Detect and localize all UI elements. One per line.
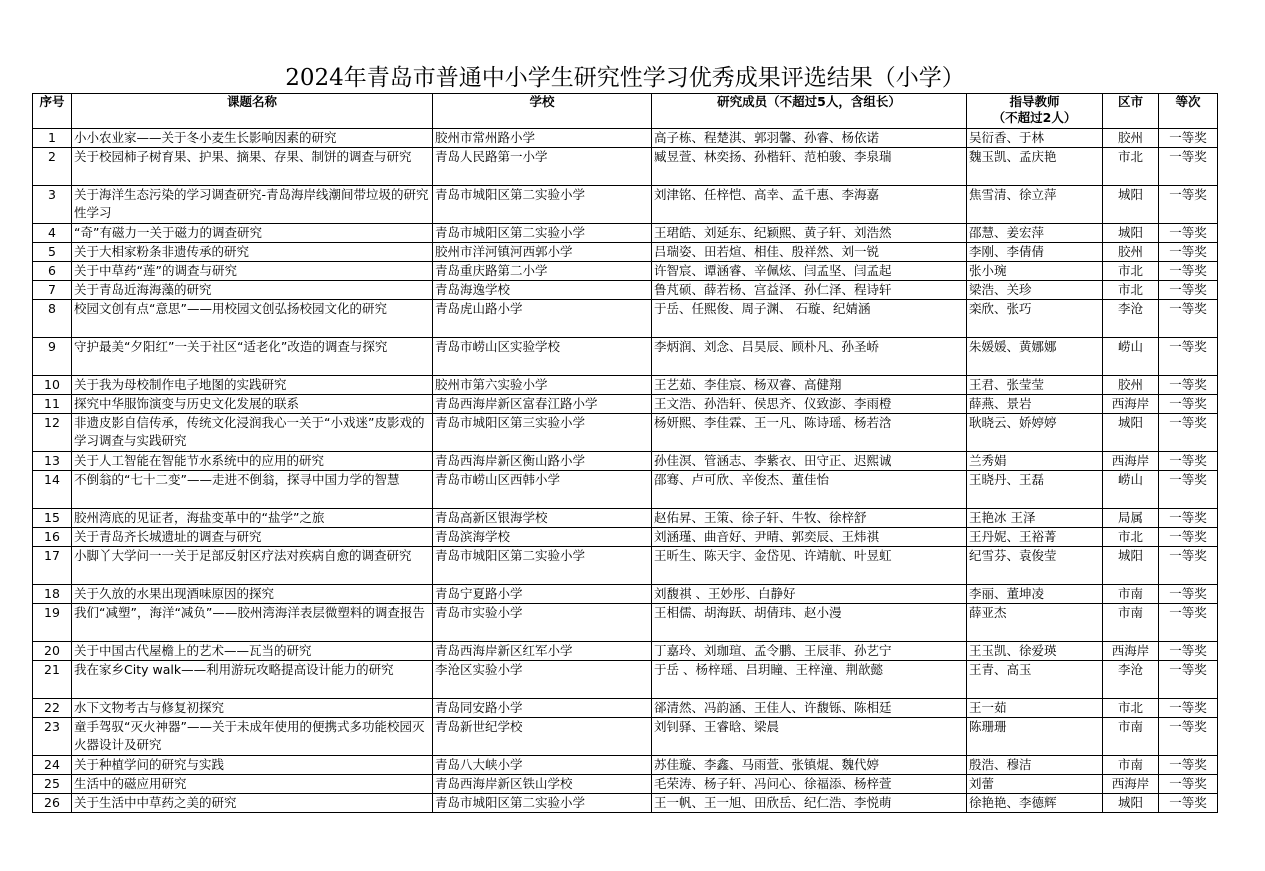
header-members: 研究成员（不超过5人，含组长）	[652, 94, 967, 129]
table-row	[33, 414, 1218, 452]
cell-teachers: 李刚、李倩倩	[967, 243, 1103, 262]
cell-school: 青岛宁夏路小学	[433, 585, 652, 604]
cell-district: 西海岸	[1103, 452, 1159, 471]
cell-school: 青岛同安路小学	[433, 699, 652, 718]
cell-award: 一等奖	[1159, 718, 1218, 756]
cell-no: 3	[33, 186, 72, 224]
table-row	[33, 509, 1218, 528]
cell-members: 王艺茹、李佳宸、杨双睿、高健翔	[652, 376, 967, 395]
cell-district: 城阳	[1103, 186, 1159, 224]
cell-members: 刘津铭、任梓恺、高幸、孟千惠、李海嘉	[652, 186, 967, 224]
cell-members: 许智宸、谭涵睿、辛佩炫、闫孟坚、闫孟起	[652, 262, 967, 281]
cell-award: 一等奖	[1159, 775, 1218, 794]
cell-teachers: 王一茹	[967, 699, 1103, 718]
cell-topic: 关于校园柿子树育果、护果、摘果、存果、制饼的调查与研究	[72, 148, 433, 186]
header-no: 序号	[33, 94, 72, 129]
cell-district: 市北	[1103, 281, 1159, 300]
cell-members: 王一帆、王一旭、田欣岳、纪仁浩、李悦萌	[652, 794, 967, 813]
cell-topic: 关于中草药“莲”的调查与研究	[72, 262, 433, 281]
cell-topic: 小脚丫大学问一一关于足部反射区疗法对疾病自愈的调查研究	[72, 547, 433, 585]
table-row	[33, 642, 1218, 661]
cell-award: 一等奖	[1159, 148, 1218, 186]
cell-members: 杨妍熙、李佳霖、王一凡、陈诗瑶、杨若浛	[652, 414, 967, 452]
cell-members: 邵骞、卢可欣、辛俊杰、董佳怡	[652, 471, 967, 509]
header-school: 学校	[433, 94, 652, 129]
cell-district: 城阳	[1103, 794, 1159, 813]
cell-members: 赵佑昇、王策、徐子轩、牛牧、徐梓舒	[652, 509, 967, 528]
cell-topic: 关于青岛齐长城遗址的调查与研究	[72, 528, 433, 547]
cell-teachers: 王君、张莹莹	[967, 376, 1103, 395]
cell-district: 西海岸	[1103, 395, 1159, 414]
cell-topic: 关于我为母校制作电子地图的实践研究	[72, 376, 433, 395]
cell-district: 城阳	[1103, 547, 1159, 585]
header-teachers-line2: （不超过2人）	[992, 110, 1077, 125]
cell-district: 市南	[1103, 604, 1159, 642]
table-row	[33, 376, 1218, 395]
cell-no: 17	[33, 547, 72, 585]
cell-district: 胶州	[1103, 243, 1159, 262]
cell-award: 一等奖	[1159, 376, 1218, 395]
cell-award: 一等奖	[1159, 414, 1218, 452]
cell-members: 郤清然、冯韵涵、王佳人、许馥铄、陈相廷	[652, 699, 967, 718]
cell-teachers: 魏玉凯、孟庆艳	[967, 148, 1103, 186]
cell-no: 18	[33, 585, 72, 604]
cell-school: 青岛西海岸新区富春江路小学	[433, 395, 652, 414]
table-row	[33, 585, 1218, 604]
cell-members: 苏佳璇、李鑫、马雨萱、张镇焜、魏代婷	[652, 756, 967, 775]
cell-district: 崂山	[1103, 471, 1159, 509]
cell-no: 5	[33, 243, 72, 262]
header-award: 等次	[1159, 94, 1218, 129]
cell-no: 6	[33, 262, 72, 281]
cell-members: 毛荣涛、杨子轩、冯问心、徐福添、杨梓萱	[652, 775, 967, 794]
cell-topic: 生活中的磁应用研究	[72, 775, 433, 794]
cell-topic: 我在家乡City walk——利用游玩攻略提高设计能力的研究	[72, 661, 433, 699]
cell-school: 青岛八大峡小学	[433, 756, 652, 775]
table-row	[33, 186, 1218, 224]
cell-school: 青岛重庆路第二小学	[433, 262, 652, 281]
cell-district: 西海岸	[1103, 642, 1159, 661]
cell-district: 崂山	[1103, 338, 1159, 376]
cell-no: 20	[33, 642, 72, 661]
cell-award: 一等奖	[1159, 300, 1218, 338]
cell-topic: 关于种植学问的研究与实践	[72, 756, 433, 775]
table-row	[33, 129, 1218, 148]
cell-award: 一等奖	[1159, 547, 1218, 585]
cell-award: 一等奖	[1159, 756, 1218, 775]
cell-members: 李炳润、刘念、吕昊辰、顾朴凡、孙圣峤	[652, 338, 967, 376]
header-teachers	[967, 94, 1103, 129]
cell-teachers: 薛燕、景岩	[967, 395, 1103, 414]
cell-no: 11	[33, 395, 72, 414]
cell-school: 青岛西海岸新区衡山路小学	[433, 452, 652, 471]
table-row	[33, 452, 1218, 471]
cell-teachers: 梁浩、关珍	[967, 281, 1103, 300]
cell-teachers: 栾欣、张巧	[967, 300, 1103, 338]
cell-award: 一等奖	[1159, 794, 1218, 813]
table-row	[33, 604, 1218, 642]
cell-topic: 关于青岛近海海藻的研究	[72, 281, 433, 300]
cell-district: 胶州	[1103, 376, 1159, 395]
cell-award: 一等奖	[1159, 129, 1218, 148]
cell-topic: 关于大相家粉条非遗传承的研究	[72, 243, 433, 262]
cell-no: 13	[33, 452, 72, 471]
table-row	[33, 471, 1218, 509]
cell-topic: 小小农业家——关于冬小麦生长影响因素的研究	[72, 129, 433, 148]
header-row	[33, 94, 1218, 129]
cell-topic: 关于生活中中草药之美的研究	[72, 794, 433, 813]
cell-district: 城阳	[1103, 224, 1159, 243]
cell-members: 王文浩、孙浩轩、侯思齐、仪致澎、李雨橙	[652, 395, 967, 414]
cell-district: 市北	[1103, 699, 1159, 718]
cell-no: 26	[33, 794, 72, 813]
cell-teachers: 李丽、董坤凌	[967, 585, 1103, 604]
cell-topic: 关于中国古代屋檐上的艺术——瓦当的研究	[72, 642, 433, 661]
cell-district: 李沧	[1103, 300, 1159, 338]
cell-award: 一等奖	[1159, 395, 1218, 414]
table-row	[33, 775, 1218, 794]
cell-teachers: 朱媛媛、黄娜娜	[967, 338, 1103, 376]
table-row	[33, 148, 1218, 186]
cell-topic: 关于人工智能在智能节水系统中的应用的研究	[72, 452, 433, 471]
cell-teachers: 邵慧、姜宏萍	[967, 224, 1103, 243]
cell-members: 于岳 、杨梓瑶、吕玥瞳、王梓潼、荆歆懿	[652, 661, 967, 699]
cell-topic: 探究中华服饰演变与历史文化发展的联系	[72, 395, 433, 414]
cell-no: 10	[33, 376, 72, 395]
cell-award: 一等奖	[1159, 471, 1218, 509]
table-row	[33, 528, 1218, 547]
cell-members: 臧昱萱、林奕扬、孙楷轩、范柏骏、李泉瑞	[652, 148, 967, 186]
table-row	[33, 718, 1218, 756]
cell-award: 一等奖	[1159, 661, 1218, 699]
cell-topic: “奇”有磁力一关于磁力的调查研究	[72, 224, 433, 243]
cell-members: 高子栋、程楚淇、郭羽馨、孙睿、杨依诺	[652, 129, 967, 148]
cell-award: 一等奖	[1159, 243, 1218, 262]
cell-award: 一等奖	[1159, 642, 1218, 661]
cell-teachers: 焦雪清、徐立萍	[967, 186, 1103, 224]
cell-no: 8	[33, 300, 72, 338]
cell-award: 一等奖	[1159, 509, 1218, 528]
cell-district: 市北	[1103, 148, 1159, 186]
cell-school: 青岛市城阳区第二实验小学	[433, 794, 652, 813]
cell-school: 青岛西海岸新区铁山学校	[433, 775, 652, 794]
cell-district: 西海岸	[1103, 775, 1159, 794]
cell-teachers: 王青、高玉	[967, 661, 1103, 699]
cell-district: 胶州	[1103, 129, 1159, 148]
cell-teachers: 纪雪芬、袁俊莹	[967, 547, 1103, 585]
cell-district: 市南	[1103, 585, 1159, 604]
cell-school: 胶州市第六实验小学	[433, 376, 652, 395]
cell-no: 12	[33, 414, 72, 452]
cell-award: 一等奖	[1159, 186, 1218, 224]
cell-district: 城阳	[1103, 414, 1159, 452]
cell-school: 青岛人民路第一小学	[433, 148, 652, 186]
header-district: 区市	[1103, 94, 1159, 129]
cell-no: 14	[33, 471, 72, 509]
cell-award: 一等奖	[1159, 699, 1218, 718]
cell-members: 王珺皓、刘延东、纪颖熙、黄子轩、刘浩然	[652, 224, 967, 243]
table-row	[33, 243, 1218, 262]
cell-topic: 水下文物考古与修复初探究	[72, 699, 433, 718]
cell-teachers: 张小琬	[967, 262, 1103, 281]
cell-no: 16	[33, 528, 72, 547]
cell-topic: 童手驾驭“灭火神器”——关于未成年使用的便携式多功能校园灭火器设计及研究	[72, 718, 433, 756]
cell-topic: 不倒翁的“七十二变”——走进不倒翁，探寻中国力学的智慧	[72, 471, 433, 509]
cell-teachers: 徐艳艳、李德辉	[967, 794, 1103, 813]
cell-topic: 我们“减塑”，海洋“减负”——胶州湾海洋表层微塑料的调查报告	[72, 604, 433, 642]
cell-award: 一等奖	[1159, 452, 1218, 471]
cell-topic: 非遗皮影自信传承，传统文化浸润我心一关于“小戏迷”皮影戏的学习调查与实践研究	[72, 414, 433, 452]
cell-school: 青岛市崂山区西韩小学	[433, 471, 652, 509]
header-teachers-line1: 指导教师	[1009, 94, 1060, 109]
cell-award: 一等奖	[1159, 585, 1218, 604]
cell-no: 23	[33, 718, 72, 756]
cell-topic: 守护最美“夕阳红”一关于社区“适老化”改造的调查与探究	[72, 338, 433, 376]
cell-teachers: 刘蕾	[967, 775, 1103, 794]
table-body	[33, 129, 1218, 813]
cell-school: 青岛市城阳区第二实验小学	[433, 224, 652, 243]
table-row	[33, 224, 1218, 243]
cell-district: 市南	[1103, 718, 1159, 756]
cell-teachers: 薛亚杰	[967, 604, 1103, 642]
cell-award: 一等奖	[1159, 604, 1218, 642]
cell-no: 7	[33, 281, 72, 300]
cell-no: 24	[33, 756, 72, 775]
cell-school: 青岛海逸学校	[433, 281, 652, 300]
table-row	[33, 395, 1218, 414]
cell-members: 刘馥祺 、王妙彤、白静好	[652, 585, 967, 604]
header-topic: 课题名称	[72, 94, 433, 129]
table-row	[33, 699, 1218, 718]
cell-district: 市南	[1103, 756, 1159, 775]
cell-members: 王昕生、陈天宇、金岱见、许靖航、叶昱虹	[652, 547, 967, 585]
table-row	[33, 756, 1218, 775]
cell-no: 15	[33, 509, 72, 528]
cell-school: 青岛市崂山区实验学校	[433, 338, 652, 376]
cell-teachers: 耿晓云、娇婷婷	[967, 414, 1103, 452]
table-row	[33, 661, 1218, 699]
cell-no: 21	[33, 661, 72, 699]
cell-members: 于岳、任熙俊、周子渊、 石璇、纪婧涵	[652, 300, 967, 338]
cell-award: 一等奖	[1159, 281, 1218, 300]
cell-school: 李沧区实验小学	[433, 661, 652, 699]
cell-members: 孙佳溟、管涵志、李紫衣、田守正、迟熙诚	[652, 452, 967, 471]
table-row	[33, 300, 1218, 338]
cell-award: 一等奖	[1159, 262, 1218, 281]
cell-no: 2	[33, 148, 72, 186]
page-title: 2024年青岛市普通中小学生研究性学习优秀成果评选结果（小学）	[285, 65, 965, 91]
cell-award: 一等奖	[1159, 224, 1218, 243]
cell-school: 青岛西海岸新区红军小学	[433, 642, 652, 661]
cell-teachers: 吴衍香、于林	[967, 129, 1103, 148]
cell-no: 1	[33, 129, 72, 148]
cell-no: 9	[33, 338, 72, 376]
cell-members: 丁嘉玲、刘珈瑄、孟令鹏、王辰菲、孙艺宁	[652, 642, 967, 661]
table-row	[33, 547, 1218, 585]
cell-teachers: 殷浩、穆洁	[967, 756, 1103, 775]
cell-members: 鲁芃硕、薛若杨、宫益泽、孙仁泽、程诗轩	[652, 281, 967, 300]
table-row	[33, 338, 1218, 376]
cell-members: 吕瑞姿、田若煊、相佳、殷祥然、刘一锐	[652, 243, 967, 262]
cell-school: 青岛滨海学校	[433, 528, 652, 547]
cell-school: 青岛市城阳区第二实验小学	[433, 186, 652, 224]
table-row	[33, 262, 1218, 281]
cell-award: 一等奖	[1159, 528, 1218, 547]
cell-award: 一等奖	[1159, 338, 1218, 376]
cell-members: 刘钊驿、王睿晗、梁晨	[652, 718, 967, 756]
cell-school: 青岛虎山路小学	[433, 300, 652, 338]
cell-teachers: 陈珊珊	[967, 718, 1103, 756]
cell-no: 4	[33, 224, 72, 243]
cell-school: 青岛市实验小学	[433, 604, 652, 642]
cell-no: 25	[33, 775, 72, 794]
cell-district: 李沧	[1103, 661, 1159, 699]
cell-teachers: 王丹妮、王裕菁	[967, 528, 1103, 547]
cell-teachers: 王玉凯、徐爱瑛	[967, 642, 1103, 661]
cell-school: 胶州市洋河镇河西郭小学	[433, 243, 652, 262]
cell-school: 胶州市常州路小学	[433, 129, 652, 148]
cell-teachers: 王艳冰 王泽	[967, 509, 1103, 528]
cell-no: 22	[33, 699, 72, 718]
cell-school: 青岛高新区银海学校	[433, 509, 652, 528]
cell-school: 青岛新世纪学校	[433, 718, 652, 756]
cell-topic: 关于海洋生态污染的学习调查研究-青岛海岸线潮间带垃圾的研究性学习	[72, 186, 433, 224]
cell-teachers: 兰秀娟	[967, 452, 1103, 471]
cell-topic: 胶州湾底的见证者，海盐变革中的“盐学”之旅	[72, 509, 433, 528]
cell-no: 19	[33, 604, 72, 642]
cell-school: 青岛市城阳区第二实验小学	[433, 547, 652, 585]
cell-teachers: 王晓丹、王磊	[967, 471, 1103, 509]
cell-district: 局属	[1103, 509, 1159, 528]
cell-topic: 校园文创有点“意思”——用校园文创弘扬校园文化的研究	[72, 300, 433, 338]
cell-district: 市北	[1103, 528, 1159, 547]
cell-district: 市北	[1103, 262, 1159, 281]
results-table	[32, 93, 1218, 813]
cell-members: 王相儒、胡海跃、胡倩玮、赵小漫	[652, 604, 967, 642]
cell-topic: 关于久放的水果出现酒味原因的探究	[72, 585, 433, 604]
table-row	[33, 794, 1218, 813]
cell-members: 刘涵瑾、曲音好、尹晴、郭奕辰、王炜祺	[652, 528, 967, 547]
cell-school: 青岛市城阳区第三实验小学	[433, 414, 652, 452]
table-row	[33, 281, 1218, 300]
